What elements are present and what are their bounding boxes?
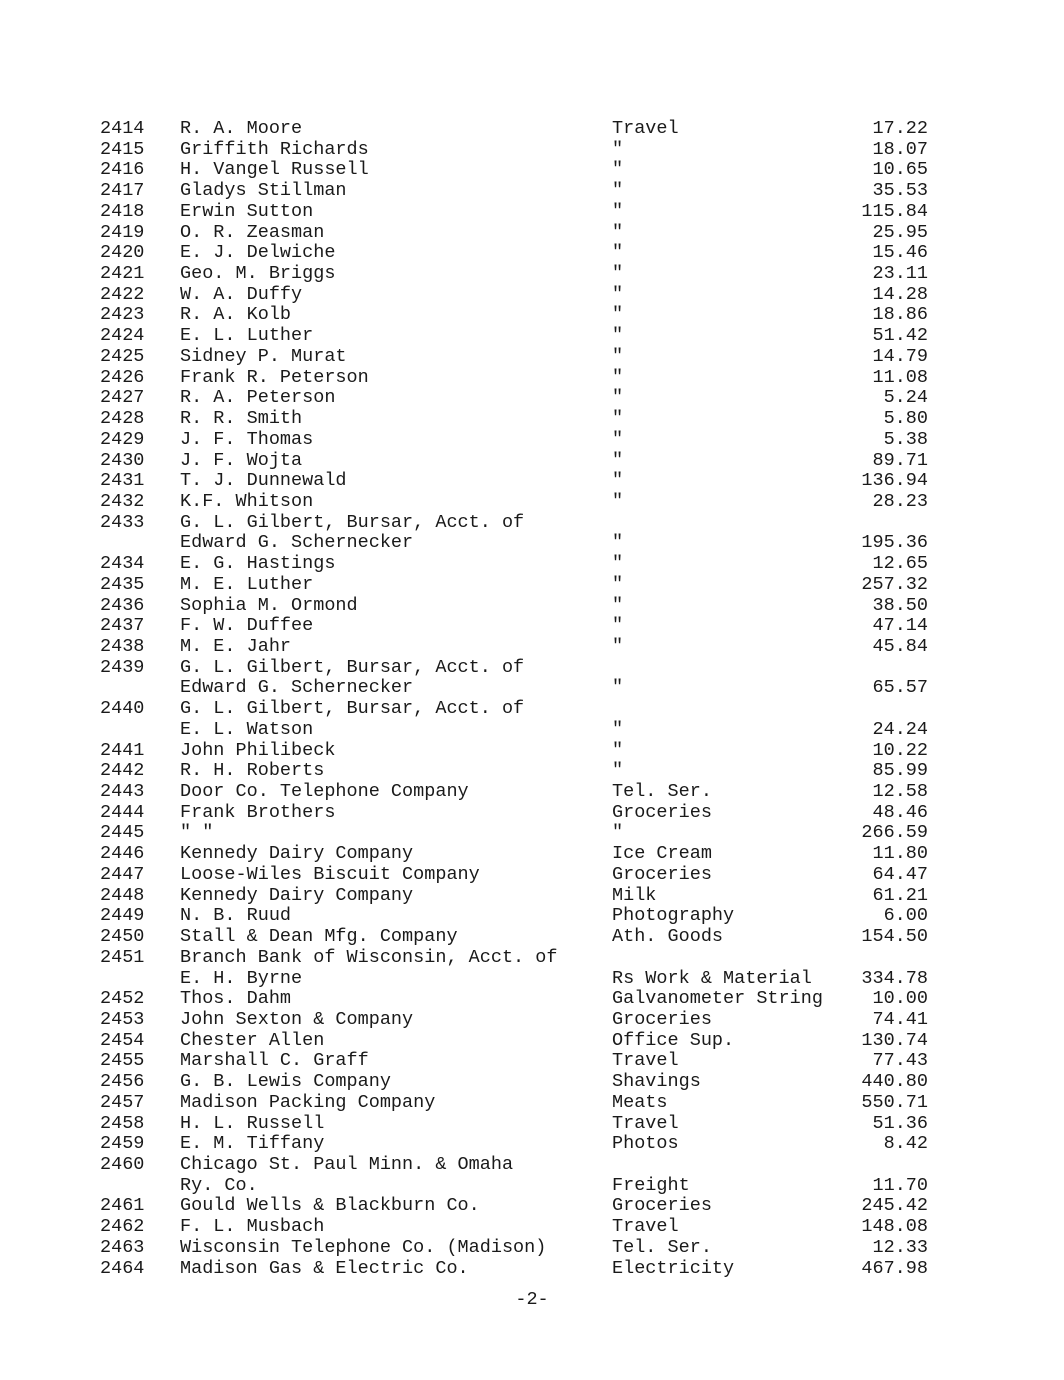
payee-name: Loose-Wiles Biscuit Company — [180, 863, 480, 885]
payee-name: Kennedy Dairy Company — [180, 884, 414, 906]
payee-name: M. E. Luther — [180, 573, 314, 595]
ledger-row-continuation — [0, 720, 1064, 740]
expense-purpose: " — [612, 283, 624, 305]
expense-amount: 38.50 — [872, 594, 928, 616]
voucher-number: 2462 — [100, 1216, 145, 1238]
ledger-row — [0, 1134, 1064, 1154]
expense-amount: 24.24 — [872, 718, 928, 740]
payee-name: K.F. Whitson — [180, 490, 314, 512]
ledger-row — [0, 658, 1064, 678]
ledger-row — [0, 347, 1064, 367]
expense-amount: 14.79 — [872, 345, 928, 367]
voucher-number: 2436 — [100, 594, 145, 616]
voucher-number: 2414 — [100, 118, 145, 139]
expense-amount: 334.78 — [861, 967, 928, 989]
payee-name: J. F. Wojta — [180, 449, 303, 471]
payee-name: John Sexton & Company — [180, 1008, 414, 1030]
ledger-row-continuation — [0, 1176, 1064, 1196]
expense-amount: 195.36 — [861, 532, 928, 554]
expense-purpose: " — [612, 325, 624, 347]
expense-amount: 136.94 — [861, 470, 928, 492]
ledger-row-continuation — [0, 678, 1064, 698]
voucher-number: 2425 — [100, 345, 145, 367]
expense-amount: 23.11 — [872, 263, 928, 285]
expense-purpose: " — [612, 615, 624, 637]
voucher-number: 2420 — [100, 242, 145, 264]
payee-name: Sophia M. Ormond — [180, 594, 358, 616]
expense-purpose: Meats — [612, 1091, 668, 1113]
expense-amount: 35.53 — [872, 180, 928, 202]
ledger-row — [0, 554, 1064, 574]
expense-purpose: Travel — [612, 118, 679, 139]
ledger-row — [0, 596, 1064, 616]
voucher-number: 2418 — [100, 200, 145, 222]
payee-name: N. B. Ruud — [180, 905, 292, 927]
expense-amount: 257.32 — [861, 573, 928, 595]
voucher-number: 2464 — [100, 1257, 145, 1279]
expense-amount: 51.36 — [872, 1112, 928, 1134]
expense-purpose: " — [612, 304, 624, 326]
ledger-row — [0, 1217, 1064, 1237]
expense-amount: 64.47 — [872, 863, 928, 885]
ledger-row — [0, 119, 1064, 139]
payee-name: H. L. Russell — [180, 1112, 325, 1134]
payee-name: John Philibeck — [180, 739, 336, 761]
expense-purpose: Tel. Ser. — [612, 781, 712, 803]
payee-name-continued: Edward G. Schernecker — [180, 532, 414, 554]
ledger-row — [0, 844, 1064, 864]
expense-amount: 18.07 — [872, 138, 928, 160]
ledger-row — [0, 865, 1064, 885]
expense-amount: 18.86 — [872, 304, 928, 326]
ledger-row — [0, 575, 1064, 595]
expense-purpose: " — [612, 490, 624, 512]
voucher-number: 2446 — [100, 843, 145, 865]
expense-amount: 550.71 — [861, 1091, 928, 1113]
payee-name: Marshall C. Graff — [180, 1050, 369, 1072]
voucher-number: 2448 — [100, 884, 145, 906]
voucher-number: 2434 — [100, 553, 145, 575]
voucher-number: 2460 — [100, 1154, 145, 1175]
ledger-row — [0, 637, 1064, 657]
voucher-number: 2445 — [100, 822, 145, 844]
payee-name: E. G. Hastings — [180, 553, 336, 575]
ledger-row — [0, 741, 1064, 761]
voucher-number: 2432 — [100, 490, 145, 512]
expense-amount: 65.57 — [872, 677, 928, 699]
payee-name-continued: E. L. Watson — [180, 718, 314, 740]
expense-purpose: " — [612, 242, 624, 264]
ledger-row — [0, 1155, 1064, 1175]
expense-purpose: " — [612, 718, 624, 740]
expense-amount: 51.42 — [872, 325, 928, 347]
expense-amount: 5.24 — [883, 387, 928, 409]
voucher-number: 2442 — [100, 760, 145, 782]
expense-purpose: " — [612, 366, 624, 388]
expense-purpose: " — [612, 636, 624, 657]
voucher-number: 2452 — [100, 988, 145, 1010]
payee-name: Frank R. Peterson — [180, 366, 369, 388]
ledger-row — [0, 1051, 1064, 1071]
voucher-number: 2449 — [100, 905, 145, 927]
expense-amount: 6.00 — [883, 905, 928, 927]
expense-purpose: " — [612, 760, 624, 782]
voucher-number: 2456 — [100, 1071, 145, 1093]
expense-amount: 25.95 — [872, 221, 928, 243]
expense-amount: 74.41 — [872, 1008, 928, 1030]
expense-amount: 11.80 — [872, 843, 928, 865]
expense-purpose: Groceries — [612, 1195, 712, 1217]
expense-amount: 47.14 — [872, 615, 928, 637]
ledger-row — [0, 761, 1064, 781]
expense-amount: 5.80 — [883, 408, 928, 430]
payee-name: R. R. Smith — [180, 408, 303, 430]
payee-name: Door Co. Telephone Company — [180, 781, 469, 803]
ledger-row — [0, 264, 1064, 284]
ledger-row — [0, 492, 1064, 512]
voucher-number: 2457 — [100, 1091, 145, 1113]
voucher-number: 2444 — [100, 801, 145, 823]
expense-purpose: " — [612, 200, 624, 222]
payee-name: Kennedy Dairy Company — [180, 843, 414, 865]
ledger-row — [0, 451, 1064, 471]
ledger-row — [0, 1259, 1064, 1279]
ledger-row — [0, 1238, 1064, 1258]
expense-amount: 8.42 — [883, 1133, 928, 1155]
expense-amount: 45.84 — [872, 636, 928, 657]
ledger-row-continuation — [0, 533, 1064, 553]
expense-amount: 5.38 — [883, 428, 928, 450]
expense-amount: 12.58 — [872, 781, 928, 803]
ledger-row — [0, 326, 1064, 346]
expense-amount: 12.65 — [872, 553, 928, 575]
payee-name: Frank Brothers — [180, 801, 336, 823]
voucher-number: 2439 — [100, 656, 145, 678]
ledger-row — [0, 948, 1064, 968]
expense-purpose: " — [612, 221, 624, 243]
expense-purpose: " — [612, 532, 624, 554]
ledger-row — [0, 140, 1064, 160]
voucher-number: 2429 — [100, 428, 145, 450]
ledger-row — [0, 513, 1064, 533]
payee-name: Gould Wells & Blackburn Co. — [180, 1195, 480, 1217]
payee-name: Wisconsin Telephone Co. (Madison) — [180, 1236, 547, 1258]
ledger-row — [0, 1031, 1064, 1051]
payee-name: R. A. Moore — [180, 118, 303, 139]
expense-purpose: Tel. Ser. — [612, 1236, 712, 1258]
payee-name-continued: Ry. Co. — [180, 1174, 258, 1196]
ledger-row — [0, 1196, 1064, 1216]
expense-amount: 12.33 — [872, 1236, 928, 1258]
ledger-row — [0, 1072, 1064, 1092]
expense-purpose: " — [612, 180, 624, 202]
payee-name: G. L. Gilbert, Bursar, Acct. of — [180, 656, 525, 678]
ledger-row — [0, 1010, 1064, 1030]
voucher-number: 2441 — [100, 739, 145, 761]
expense-purpose: Milk — [612, 884, 657, 906]
expense-amount: 15.46 — [872, 242, 928, 264]
expense-amount: 10.00 — [872, 988, 928, 1010]
voucher-number: 2455 — [100, 1050, 145, 1072]
payee-name: Geo. M. Briggs — [180, 263, 336, 285]
expense-purpose: Photography — [612, 905, 735, 927]
voucher-number: 2438 — [100, 636, 145, 657]
expense-purpose: " — [612, 387, 624, 409]
payee-name: J. F. Thomas — [180, 428, 314, 450]
expense-purpose: " — [612, 822, 624, 844]
expense-purpose: " — [612, 573, 624, 595]
expense-purpose: Freight — [612, 1174, 690, 1196]
ledger-row — [0, 181, 1064, 201]
payee-name: R. H. Roberts — [180, 760, 325, 782]
expense-purpose: Groceries — [612, 801, 712, 823]
payee-name: E. J. Delwiche — [180, 242, 336, 264]
expense-amount: 115.84 — [861, 200, 928, 222]
expense-amount: 14.28 — [872, 283, 928, 305]
ledger-row — [0, 243, 1064, 263]
expense-amount: 467.98 — [861, 1257, 928, 1279]
expense-amount: 148.08 — [861, 1216, 928, 1238]
voucher-number: 2424 — [100, 325, 145, 347]
expense-purpose: Shavings — [612, 1071, 701, 1093]
ledger-row — [0, 471, 1064, 491]
voucher-number: 2417 — [100, 180, 145, 202]
ledger-row — [0, 1093, 1064, 1113]
payee-name: Chicago St. Paul Minn. & Omaha — [180, 1154, 514, 1175]
expense-purpose: " — [612, 345, 624, 367]
ledger-row — [0, 285, 1064, 305]
ledger-row — [0, 906, 1064, 926]
expense-amount: 245.42 — [861, 1195, 928, 1217]
payee-name: G. L. Gilbert, Bursar, Acct. of — [180, 511, 525, 533]
expense-purpose: Groceries — [612, 863, 712, 885]
expense-purpose: " — [612, 159, 624, 181]
voucher-number: 2421 — [100, 263, 145, 285]
payee-name: Griffith Richards — [180, 138, 369, 160]
voucher-number: 2451 — [100, 946, 145, 968]
expense-purpose: Groceries — [612, 1008, 712, 1030]
expense-amount: 11.08 — [872, 366, 928, 388]
expense-purpose: Office Sup. — [612, 1029, 735, 1051]
voucher-number: 2426 — [100, 366, 145, 388]
voucher-number: 2440 — [100, 698, 145, 720]
expense-amount: 266.59 — [861, 822, 928, 844]
expense-amount: 77.43 — [872, 1050, 928, 1072]
payee-name: O. R. Zeasman — [180, 221, 325, 243]
payee-name: M. E. Jahr — [180, 636, 292, 657]
ledger-row — [0, 616, 1064, 636]
payee-name: Chester Allen — [180, 1029, 325, 1051]
ledger-row — [0, 823, 1064, 843]
ledger-row — [0, 160, 1064, 180]
expense-purpose: " — [612, 449, 624, 471]
payee-name: Gladys Stillman — [180, 180, 347, 202]
voucher-number: 2430 — [100, 449, 145, 471]
voucher-number: 2437 — [100, 615, 145, 637]
payee-name-continued: E. H. Byrne — [180, 967, 303, 989]
payee-name: Sidney P. Murat — [180, 345, 347, 367]
payee-name: F. L. Musbach — [180, 1216, 325, 1238]
voucher-number: 2435 — [100, 573, 145, 595]
expense-purpose: " — [612, 553, 624, 575]
expense-purpose: Travel — [612, 1050, 679, 1072]
voucher-number: 2461 — [100, 1195, 145, 1217]
payee-name: Madison Packing Company — [180, 1091, 436, 1113]
ledger-row — [0, 699, 1064, 719]
voucher-number: 2443 — [100, 781, 145, 803]
payee-name: " " — [180, 822, 214, 844]
ledger-row — [0, 223, 1064, 243]
voucher-number: 2454 — [100, 1029, 145, 1051]
voucher-number: 2433 — [100, 511, 145, 533]
voucher-number: 2416 — [100, 159, 145, 181]
voucher-number: 2427 — [100, 387, 145, 409]
expense-purpose: " — [612, 408, 624, 430]
voucher-number: 2428 — [100, 408, 145, 430]
payee-name-continued: Edward G. Schernecker — [180, 677, 414, 699]
payee-name: F. W. Duffee — [180, 615, 314, 637]
expense-amount: 48.46 — [872, 801, 928, 823]
expense-purpose: Travel — [612, 1216, 679, 1238]
expense-amount: 10.22 — [872, 739, 928, 761]
expense-amount: 154.50 — [861, 926, 928, 948]
ledger-row-continuation — [0, 969, 1064, 989]
payee-name: H. Vangel Russell — [180, 159, 369, 181]
payee-name: Branch Bank of Wisconsin, Acct. of — [180, 946, 558, 968]
voucher-number: 2458 — [100, 1112, 145, 1134]
voucher-number: 2419 — [100, 221, 145, 243]
expense-purpose: Galvanometer String — [612, 988, 823, 1010]
ledger-row — [0, 202, 1064, 222]
voucher-number: 2415 — [100, 138, 145, 160]
voucher-number: 2431 — [100, 470, 145, 492]
ledger-row — [0, 927, 1064, 947]
expense-amount: 85.99 — [872, 760, 928, 782]
expense-purpose: Electricity — [612, 1257, 735, 1279]
ledger-row — [0, 388, 1064, 408]
payee-name: R. A. Kolb — [180, 304, 292, 326]
ledger-row — [0, 430, 1064, 450]
payee-name: Madison Gas & Electric Co. — [180, 1257, 469, 1279]
voucher-number: 2423 — [100, 304, 145, 326]
voucher-number: 2422 — [100, 283, 145, 305]
ledger-row — [0, 409, 1064, 429]
expense-purpose: " — [612, 470, 624, 492]
voucher-number: 2459 — [100, 1133, 145, 1155]
payee-name: E. M. Tiffany — [180, 1133, 325, 1155]
payee-name: Thos. Dahm — [180, 988, 292, 1010]
expense-purpose: " — [612, 428, 624, 450]
payee-name: E. L. Luther — [180, 325, 314, 347]
expense-amount: 61.21 — [872, 884, 928, 906]
expense-purpose: Rs Work & Material — [612, 967, 812, 989]
payee-name: T. J. Dunnewald — [180, 470, 347, 492]
payee-name: Stall & Dean Mfg. Company — [180, 926, 458, 948]
expense-amount: 130.74 — [861, 1029, 928, 1051]
expense-amount: 10.65 — [872, 159, 928, 181]
expense-purpose: Photos — [612, 1133, 679, 1155]
voucher-number: 2450 — [100, 926, 145, 948]
ledger-row — [0, 803, 1064, 823]
expense-purpose: Ice Cream — [612, 843, 712, 865]
expense-purpose: " — [612, 677, 624, 699]
voucher-number: 2447 — [100, 863, 145, 885]
payee-name: Erwin Sutton — [180, 200, 314, 222]
expense-amount: 11.70 — [872, 1174, 928, 1196]
payee-name: R. A. Peterson — [180, 387, 336, 409]
expense-purpose: " — [612, 739, 624, 761]
expense-amount: 440.80 — [861, 1071, 928, 1093]
expense-purpose: " — [612, 594, 624, 616]
ledger-row — [0, 989, 1064, 1009]
ledger-row — [0, 305, 1064, 325]
expense-amount: 17.22 — [872, 118, 928, 139]
expense-purpose: Travel — [612, 1112, 679, 1134]
payee-name: G. B. Lewis Company — [180, 1071, 391, 1093]
expense-purpose: " — [612, 263, 624, 285]
payee-name: G. L. Gilbert, Bursar, Acct. of — [180, 698, 525, 720]
payee-name: W. A. Duffy — [180, 283, 303, 305]
expense-amount: 89.71 — [872, 449, 928, 471]
voucher-number: 2463 — [100, 1236, 145, 1258]
ledger-row — [0, 782, 1064, 802]
ledger-row — [0, 1114, 1064, 1134]
voucher-number: 2453 — [100, 1008, 145, 1030]
expense-purpose: " — [612, 138, 624, 160]
expense-purpose: Ath. Goods — [612, 926, 724, 948]
page-number: -2- — [515, 1289, 549, 1310]
expense-amount: 28.23 — [872, 490, 928, 512]
ledger-row — [0, 886, 1064, 906]
ledger-row — [0, 368, 1064, 388]
